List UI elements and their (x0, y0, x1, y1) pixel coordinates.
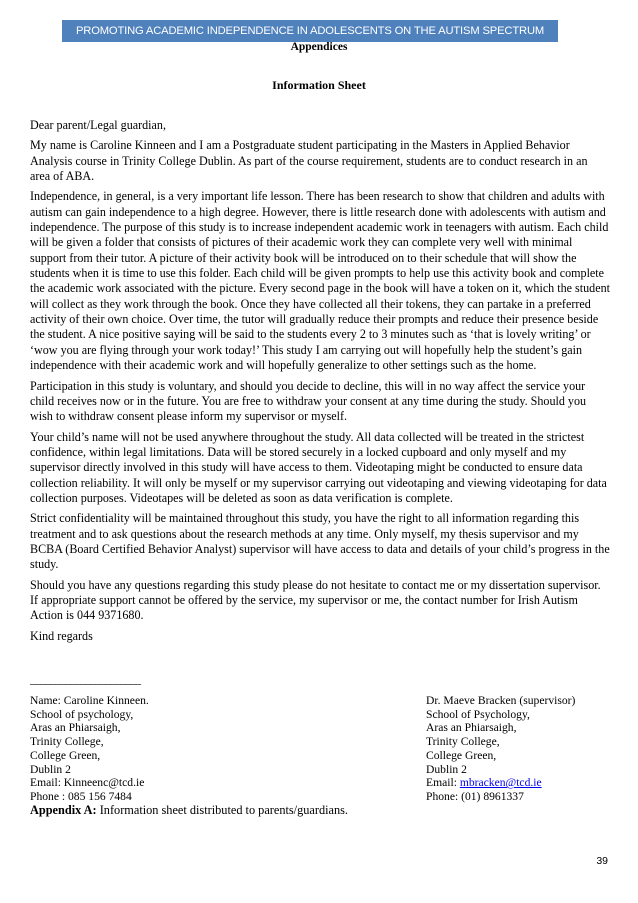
letter-body (30, 118, 610, 649)
paragraph-contact: Should you have any questions regarding this study please do not hesitate to contact me or my dissertation supervisor. If appropriate support cannot be offered by the service, my supervisor or me, the contact number for Irish Autism Action is 044 9371680. (30, 577, 601, 623)
page-title: Information Sheet (272, 78, 366, 92)
supervisor-phone: Phone: (01) 8961337 (426, 789, 524, 803)
student-college: Trinity College, (30, 735, 104, 749)
paragraph-participation: Participation in this study is voluntary, and should you decide to decline, this will in no way affect the service your child receives now or in the future. You are free to withdraw your consent at any time during the study. Should you wish to withdraw consent please inform my supervisor or myself. (30, 378, 587, 424)
supervisor-name: Dr. Maeve Bracken (supervisor) (426, 694, 576, 707)
supervisor-city: Dublin 2 (426, 762, 467, 776)
paragraph-study-description: Independence, in general, is a very important life lesson. There has been research to show that children and adults with autism can gain independence to a high degree. However, there is little research done with adolescents with autism and independence. The purpose of this study is to increase independent academic work in teenagers with autism. Each child will be given a folder that consists of pictures of their academic work they can complete very well with minimal support from their tutor. A picture of their activity book will be introduced on to their schedule that will show the students when it is time to use this folder. Each child will be given prompts to help use this activity book and complete the academic work associated with the picture. Every second page in the book will have a token on it, which the student will collect as they work through the book. Once they have collected all their tokens, they can partake in a preferred activity of their own choice. Over time, the tutor will gradually reduce their prompts and reduce their presence beside the student. A nice positive saying will be said to the students every 2 to 3 minutes such as ‘that is lovely writing’ or ‘wow you are flying through your work today!’ This study I am carrying out will hopefully help the student’s gain independence with their academic work and will hopefully generalize to other settings such as the home. (30, 189, 610, 373)
student-street: College Green, (30, 748, 101, 762)
supervisor-school: School of Psychology, (426, 707, 530, 721)
supervisor-email-label: Email: (426, 776, 460, 790)
appendix-label: Appendix A: (30, 803, 97, 817)
salutation: Dear parent/Legal guardian, (30, 118, 166, 132)
student-phone: Phone : 085 156 7484 (30, 789, 132, 803)
signature-line: ______________________ (30, 672, 140, 686)
supervisor-college: Trinity College, (426, 735, 500, 749)
student-name: Name: Caroline Kinneen. (30, 694, 149, 707)
student-email: Email: Kinneenc@tcd.ie (30, 776, 145, 790)
supervisor-contact-block (426, 694, 575, 804)
student-building: Aras an Phiarsaigh, (30, 721, 121, 735)
appendix-caption (30, 803, 348, 818)
paragraph-access: Strict confidentiality will be maintained throughout this study, you have the right to all information regarding this treatment and to ask questions about the research methods at any time. Only myself, my thesis supervisor and my BCBA (Board Certified Behavior Analyst) supervisor will have access to data and details of your child’s progress in the study. (30, 511, 610, 572)
supervisor-email-link[interactable]: mbracken@tcd.ie (459, 776, 542, 790)
paragraph-confidentiality: Your child’s name will not be used anywhere throughout the study. All data collected will be treated in the strictest confidence, within legal limitations. Data will be stored securely in a locked cupboard and only myself and my supervisor directly involved in this study will have access to them. Videotaping might be conducted to ensure data collection reliability. It will only be myself or my supervisor carrying out videotaping and viewing videotaping for data collection purposes. Videotapes will be deleted as soon as data verification is complete. (30, 429, 607, 505)
section-label: Appendices (290, 41, 348, 53)
appendix-text: Information sheet distributed to parents/guardians. (96, 803, 348, 817)
paragraph-intro: My name is Caroline Kinneen and I am a Postgraduate student participating in the Masters in Applied Behavior Analysis course in Trinity College Dublin. As part of the course requirement, students are to conduct research in an area of ABA. (30, 138, 588, 184)
student-city: Dublin 2 (30, 762, 71, 776)
student-school: School of psychology, (30, 707, 134, 721)
supervisor-street: College Green, (426, 748, 497, 762)
closing: Kind regards (30, 628, 93, 643)
student-contact-block (30, 694, 149, 804)
supervisor-building: Aras an Phiarsaigh, (426, 721, 517, 735)
running-header-banner: PROMOTING ACADEMIC INDEPENDENCE IN ADOLESCENTS ON THE AUTISM SPECTRUM (62, 20, 558, 42)
page-number: 39 (596, 855, 608, 867)
supervisor-email (426, 776, 575, 790)
